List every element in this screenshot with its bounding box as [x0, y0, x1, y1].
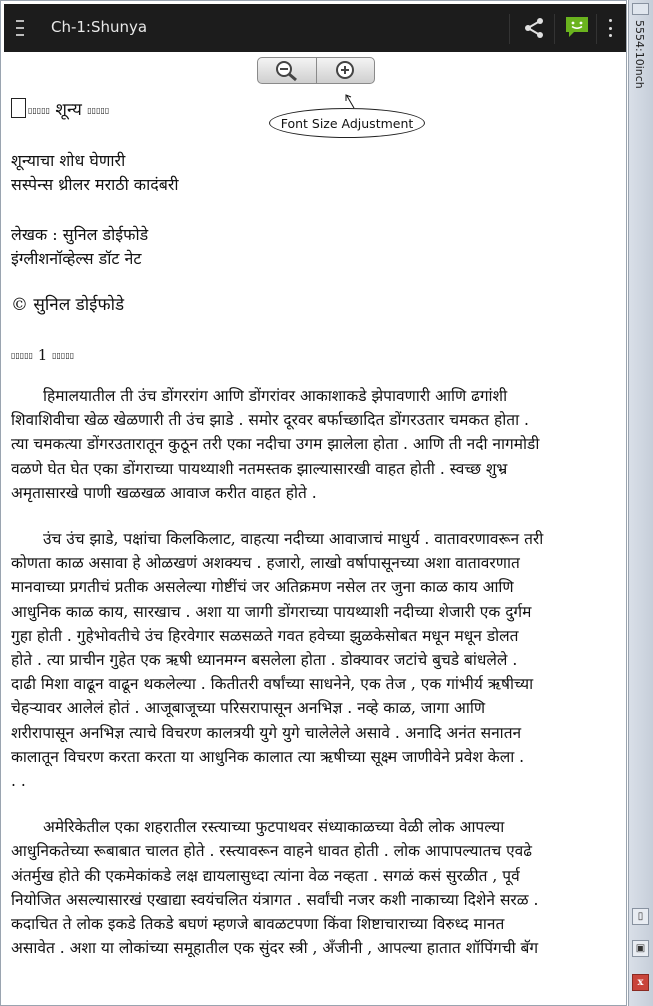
paragraph-line: अंतर्मुख होते की एकमेकांकडे लक्ष द्यायलासुध्दा त्यांना वेळ नव्हता . सगळं कसं सुरळीत , पूर्व [11, 866, 520, 885]
paragraph-line: असावेत . अशा या लोकांच्या समूहातील एक सुंदर स्त्री , अँजीनी , आपल्या हातात शॉपिंगची बॅग [11, 939, 539, 958]
book-subtitle: शून्याचा शोध घेणारी [11, 151, 126, 170]
page-title: Ch-1:Shunya [51, 18, 148, 36]
chapter-title: शून्य [55, 100, 82, 120]
website-line: इंग्लीशनॉव्हेल्स डॉट नेट [11, 249, 142, 268]
paragraph-line: शरीरापासून अनभिज्ञ त्याचे विचरण कालत्रयी युगे युगे चालेलेले असावे . अनादि अनंत सनातन [11, 723, 522, 742]
close-button[interactable]: x [632, 974, 649, 991]
emulator-side-bar [628, 0, 653, 1006]
paragraph-line: अमेरिकेतील एका शहरातील रस्त्याच्या फुटपाथवर संध्याकाळच्या वेळी लोक आपल्या [43, 818, 505, 837]
share-icon[interactable] [522, 16, 546, 40]
action-divider [596, 14, 597, 44]
paragraph-line: गुहा होती . गुहेभोवतीचे उंच हिरवेगार सळसळते गवत हवेच्या झुळकेसोबत मधून मधून डोलत [11, 626, 519, 645]
copyright-line: © सुनिल डोईफोडे [11, 295, 125, 315]
minimize-button[interactable]: ▯ [632, 908, 649, 925]
paragraph-line: वळणे घेत घेत एका डोंगराच्या पायथ्याशी नतमस्तक झाल्यासारखी वाहत होती . स्वच्छ शुभ्र [11, 459, 508, 478]
paragraph-line: कालातून विचरण करता करता या आधुनिक कालात त्या ऋषीच्या सूक्ष्म जाणीवेने प्रवेश केला . [11, 747, 525, 766]
paragraph-line: त्या चमकत्या डोंगरउतारातून कुठून तरी एका नदीचा उगम झालेला होता . आणि ती नदी नागमोडी [11, 435, 540, 454]
missing-glyph: ▯▯▯▯▯ [11, 351, 34, 360]
paragraph-line: हिमालयातील ती उंच डोंगररांग आणि डोंगरांवर आकाशाकडे झेपावणारी आणि ढगांशी [43, 387, 508, 405]
chat-icon[interactable] [564, 14, 590, 40]
paragraph-line: शिवाशिवीचा खेळ खेळणारी ती उंच झाडे . समोर दूरवर बर्फाच्छादित डोंगरउतार चमकत होता . [11, 411, 529, 430]
author-line: लेखक : सुनिल डोईफोडे [11, 225, 149, 244]
paragraph-line: होते . त्या प्राचीन गुहेत एक ऋषी ध्यानमग्न बसलेला होता . डोक्यावर जटांचे बुचडे बांधलेले . [11, 651, 518, 670]
zoom-out-button[interactable] [258, 58, 316, 83]
paragraph-line: कदाचित ते लोक इकडे तिकडे बघणं म्हणजे बावळटपणा किंवा शिष्टाचाराच्या विरुध्द मानत [11, 915, 505, 934]
missing-glyph: ▯▯▯▯▯ [52, 351, 75, 360]
paragraph-line: चेहऱ्यावर आलेलं होतं . आजूबाजूच्या परिसरापासून अनभिज्ञ . नव्हे काळ, जागा आणि [11, 699, 486, 718]
paragraph [11, 527, 617, 793]
missing-glyph: ▯▯▯▯▯ [87, 106, 110, 115]
paragraph-line: नियोजित असल्यासारखं एखाद्या स्वयंचलित यंत्रागत . सर्वांची नजर कशी नाकाच्या दिशेने सरळ . [11, 890, 539, 909]
book-content [11, 94, 617, 960]
paragraph-line: दाढी मिशा वाढून वाढून थकलेल्या . कितीतरी वर्षांच्या साधनेने, एक तेज , एक गांभीर्य ऋषीच्या [11, 675, 534, 694]
paragraph-line: कोणता काळ असावा हे ओळखणं अशक्यच . हजारो, लाखो वर्षापासूनच्या अशा वातावरणात [11, 554, 520, 573]
overflow-menu-icon[interactable] [607, 19, 613, 37]
chapter-heading [11, 98, 617, 123]
paragraph-line: अमृतासारखे पाणी खळखळ आवाज करीत वाहत होते . [11, 483, 317, 502]
paragraphs [11, 384, 617, 960]
missing-glyph-box [11, 98, 26, 118]
zoom-controls [257, 57, 375, 84]
chapter-number-value: 1 [37, 346, 48, 364]
zoom-in-icon [333, 60, 357, 82]
paragraph [11, 384, 617, 505]
zoom-in-button[interactable] [316, 58, 375, 83]
device-label: 5554:10inch [633, 20, 646, 89]
annotation-label: Font Size Adjustment [269, 108, 425, 138]
paragraph [11, 815, 617, 960]
zoom-out-icon [275, 60, 299, 82]
action-bar [4, 4, 627, 52]
action-divider [554, 14, 555, 44]
paragraph-line: मानवाच्या प्रगतीचं प्रतीक असलेल्या गोष्टींचं जर अतिक्रमण नसेल तर जुना काळ काय आणि [11, 578, 514, 597]
restore-button[interactable]: ▣ [632, 940, 649, 957]
paragraph-line: आधुनिक काळ काय, सारखाच . अशा या जागी डोंगराच्या पायथ्याशी नदीच्या शेजारी एक दुर्गम [11, 602, 532, 621]
paragraph-line: . . [11, 772, 26, 791]
missing-glyph: ▯▯▯▯▯ [28, 106, 51, 115]
action-divider [509, 14, 510, 44]
paragraph-line: उंच उंच झाडे, पक्षांचा किलकिलाट, वाहत्या नदीच्या आवाजाचं माधुर्य . वातावरणावरून तरी [43, 530, 544, 549]
book-genre: सस्पेन्स थ्रीलर मराठी कादंबरी [11, 175, 179, 194]
menu-icon[interactable] [16, 20, 28, 36]
chapter-number [11, 343, 617, 368]
paragraph-line: आधुनिकतेच्या रूबाबात चालत होते . रस्त्यावरून वाहने धावत होती . लोक आपापल्यातच एवढे [11, 842, 533, 861]
window-icon [632, 3, 649, 15]
